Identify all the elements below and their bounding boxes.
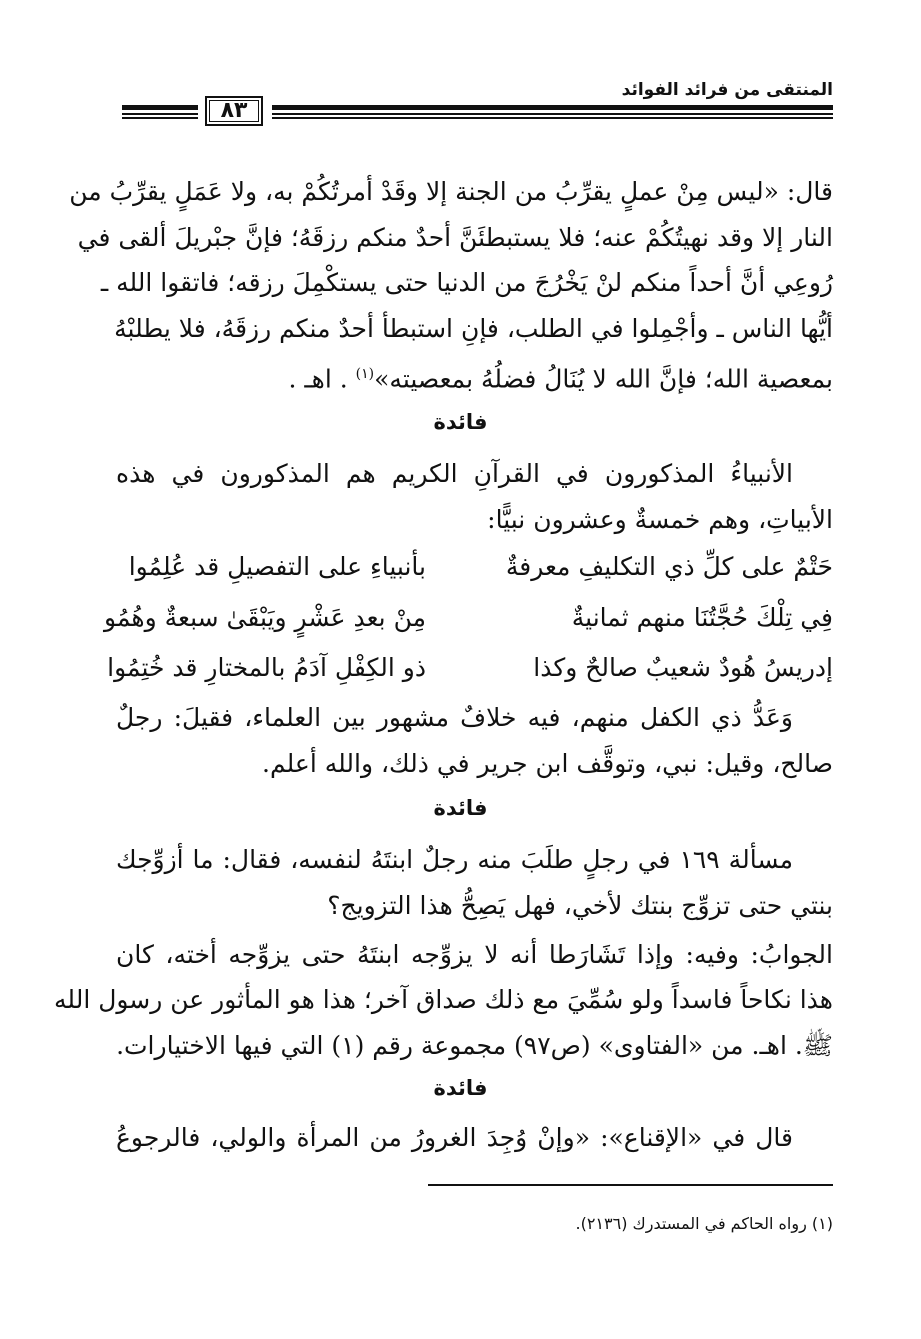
para3-line: صالح، وقيل: نبي، وتوقَّف ابن جرير في ذلك، والله أعلم. <box>262 749 833 778</box>
para1-line: أيُّها الناس ـ وأجْمِلوا في الطلب، فإنِ استبطأ أحدٌ منكم رزقَهُ، فلا يطلبْهُ <box>114 314 833 343</box>
para1-line: قال: «ليس مِنْ عملٍ يقرِّبُ من الجنة إلا وقَدْ أمرتُكُمْ به، ولا عَمَلٍ يقرِّبُ من <box>69 177 833 206</box>
page-number: ٨٣ <box>205 96 263 126</box>
para5-line: هذا نكاحاً فاسداً ولو سُمِّيَ مع ذلك صداق آخر؛ هذا هو المأثور عن رسول الله <box>54 985 833 1014</box>
verse-hemistich-right: فِي تِلْكَ حُجَّتُنَا منهم ثمانيةٌ <box>571 603 833 632</box>
para5-line: ﷺ. اهـ. من «الفتاوى» (ص٩٧) مجموعة رقم (١) التي فيها الاختيارات. <box>116 1031 833 1060</box>
header-rule-left <box>122 105 198 119</box>
para6-line: قال في «الإقناع»: «وإنْ وُجِدَ الغرورُ من المرأة والولي، فالرجوعُ <box>116 1123 793 1152</box>
para1-text: بمعصية الله؛ فإنَّ الله لا يُنَالُ فضلُهُ بمعصيته» <box>374 364 833 394</box>
section-heading: فائدة <box>433 796 488 820</box>
para4-line: بنتي حتى تزوِّج بنتك لأخي، فهل يَصِحُّ هذا التزويج؟ <box>327 891 833 920</box>
para5-line: الجوابُ: وفيه: وإذا تَشَارَطا أنه لا يزوِّجه ابنتَهُ حتى يزوِّجه أخته، كان <box>116 940 833 969</box>
para1-last-line <box>288 356 833 397</box>
para1-line: النار إلا وقد نهيتُكُمْ عنه؛ فلا يستبطئَنَّ أحدٌ منكم رزقَهُ؛ فإنَّ جبْريلَ ألقى في <box>77 223 833 252</box>
para1-line: رُوعِي أنَّ أحداً منكم لنْ يَخْرُجَ من الدنيا حتى يستكْمِلَ رزقه؛ فاتقوا الله ـ <box>100 268 833 297</box>
section-heading: فائدة <box>433 410 488 434</box>
verse-hemistich-right: إدريسُ هُودٌ شعيبٌ صالحٌ وكذا <box>533 653 833 682</box>
section-heading: فائدة <box>433 1076 488 1100</box>
footnote-ref: (١) <box>355 366 375 382</box>
header-rule-right <box>272 105 833 119</box>
verse-hemistich-left: بأنبياءِ على التفصيلِ قد عُلِمُوا <box>128 552 426 581</box>
para3-line: وَعَدُّ ذي الكفل منهم، فيه خلافٌ مشهور بين العلماء، فقيلَ: رجلٌ <box>116 703 793 732</box>
verse-hemistich-left: مِنْ بعدِ عَشْرٍ ويَبْقَىٰ سبعةٌ وهُمُو <box>104 603 426 632</box>
verse-hemistich-left: ذو الكِفْلِ آدَمُ بالمختارِ قد خُتِمُوا <box>107 653 426 682</box>
para1-ending: . اهـ . <box>288 364 356 394</box>
para4-line: مسألة ١٦٩ في رجلٍ طلَبَ منه رجلٌ ابنتَهُ لنفسه، فقال: ما أزوِّجك <box>116 845 794 874</box>
para2-line: الأنبياءُ المذكورون في القرآنِ الكريم هم المذكورون في هذه <box>116 459 793 488</box>
footnote: (١) رواه الحاكم في المستدرك (٢١٣٦). <box>575 1214 833 1233</box>
para2-line: الأبياتِ، وهم خمسةٌ وعشرون نبيًّا: <box>487 505 833 534</box>
running-title: المنتقى من فرائد الفوائد <box>621 80 833 100</box>
verse-hemistich-right: حَتْمٌ على كلِّ ذي التكليفِ معرفةٌ <box>505 552 833 581</box>
footnote-separator <box>428 1184 833 1186</box>
